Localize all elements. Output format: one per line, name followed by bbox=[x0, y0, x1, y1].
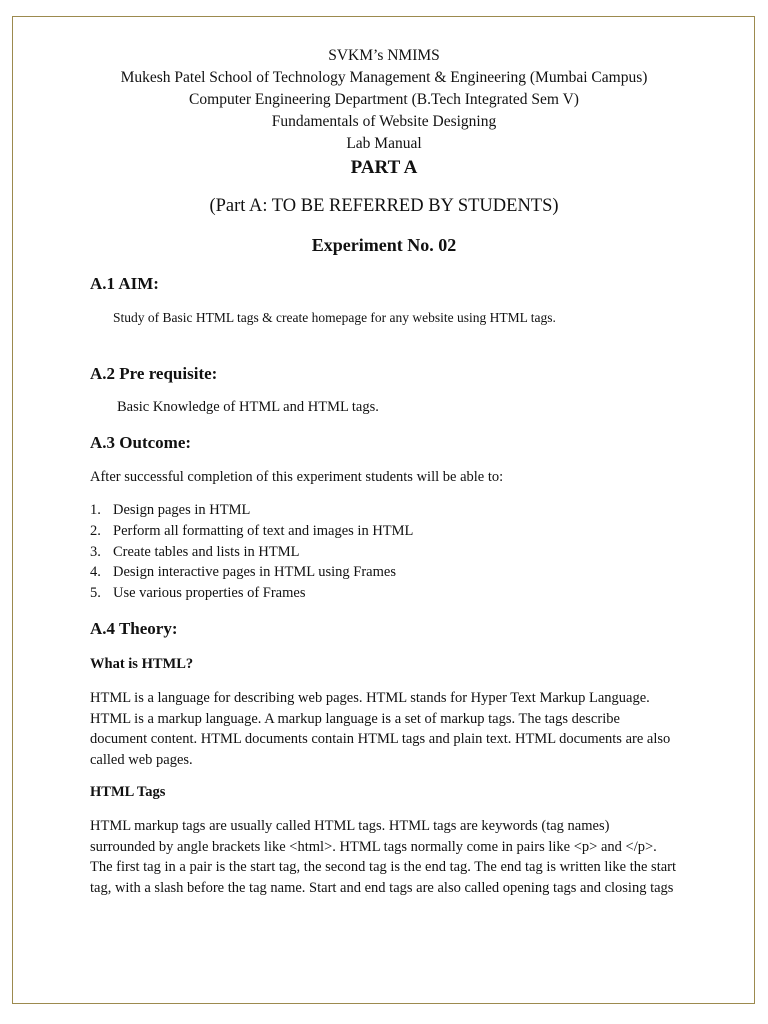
list-item-text: Perform all formatting of text and images in HTML bbox=[113, 522, 414, 539]
outcome-heading: A.3 Outcome: bbox=[90, 433, 192, 452]
list-item bbox=[90, 521, 413, 542]
list-item-number: 3. bbox=[90, 543, 101, 560]
experiment-title: Experiment No. 02 bbox=[311, 235, 457, 255]
outcome-intro: After successful completion of this experiment students will be able to: bbox=[90, 469, 504, 485]
list-item bbox=[90, 500, 413, 521]
aim-text: Study of Basic HTML tags & create homepage for any website using HTML tags. bbox=[113, 310, 556, 325]
school-name: Mukesh Patel School of Technology Management & Engineering (Mumbai Campus) bbox=[120, 69, 648, 86]
aim-heading: A.1 AIM: bbox=[90, 274, 159, 293]
list-item-number: 5. bbox=[90, 585, 101, 602]
manual-label: Lab Manual bbox=[346, 135, 422, 152]
list-item-text: Design pages in HTML bbox=[113, 502, 251, 518]
theory-heading: A.4 Theory: bbox=[90, 619, 178, 638]
list-item-text: Design interactive pages in HTML using Frames bbox=[113, 564, 396, 581]
list-item-number: 4. bbox=[90, 564, 101, 581]
list-item-text: Use various properties of Frames bbox=[113, 585, 306, 602]
list-item-number: 2. bbox=[90, 522, 101, 539]
list-item-number: 1. bbox=[90, 502, 101, 518]
outcome-list bbox=[90, 500, 413, 604]
list-item bbox=[90, 583, 413, 604]
department-name: Computer Engineering Department (B.Tech Integrated Sem V) bbox=[189, 91, 579, 108]
list-item bbox=[90, 542, 413, 563]
institute-name: SVKM’s NMIMS bbox=[328, 47, 440, 64]
subject-name: Fundamentals of Website Designing bbox=[271, 113, 497, 130]
list-item-text: Create tables and lists in HTML bbox=[113, 543, 300, 560]
prerequisite-heading: A.2 Pre requisite: bbox=[90, 364, 218, 383]
what-is-html-text: HTML is a language for describing web pages. HTML stands for Hyper Text Markup Language. HTML is a markup language. A markup language is a set of markup tags. The tags describe document content. HTML documents contain HTML tags and plain text. HTML documents are also called web pages. bbox=[90, 690, 671, 768]
html-tags-heading: HTML Tags bbox=[90, 784, 166, 800]
html-tags-text: HTML markup tags are usually called HTML tags. HTML tags are keywords (tag names) surrounded by angle brackets like <html>. HTML tags normally come in pairs like <p> and </p>. The first tag in a pair is the start tag, the second tag is the end tag. The end tag is written like the start tag, with a slash before the tag name. Start and end tags are also called opening tags and closing tags bbox=[90, 818, 677, 896]
part-note: (Part A: TO BE REFERRED BY STUDENTS) bbox=[209, 196, 559, 216]
what-is-html-heading: What is HTML? bbox=[90, 656, 194, 672]
prerequisite-text: Basic Knowledge of HTML and HTML tags. bbox=[117, 399, 379, 415]
part-title: PART A bbox=[350, 157, 418, 178]
list-item bbox=[90, 562, 413, 583]
